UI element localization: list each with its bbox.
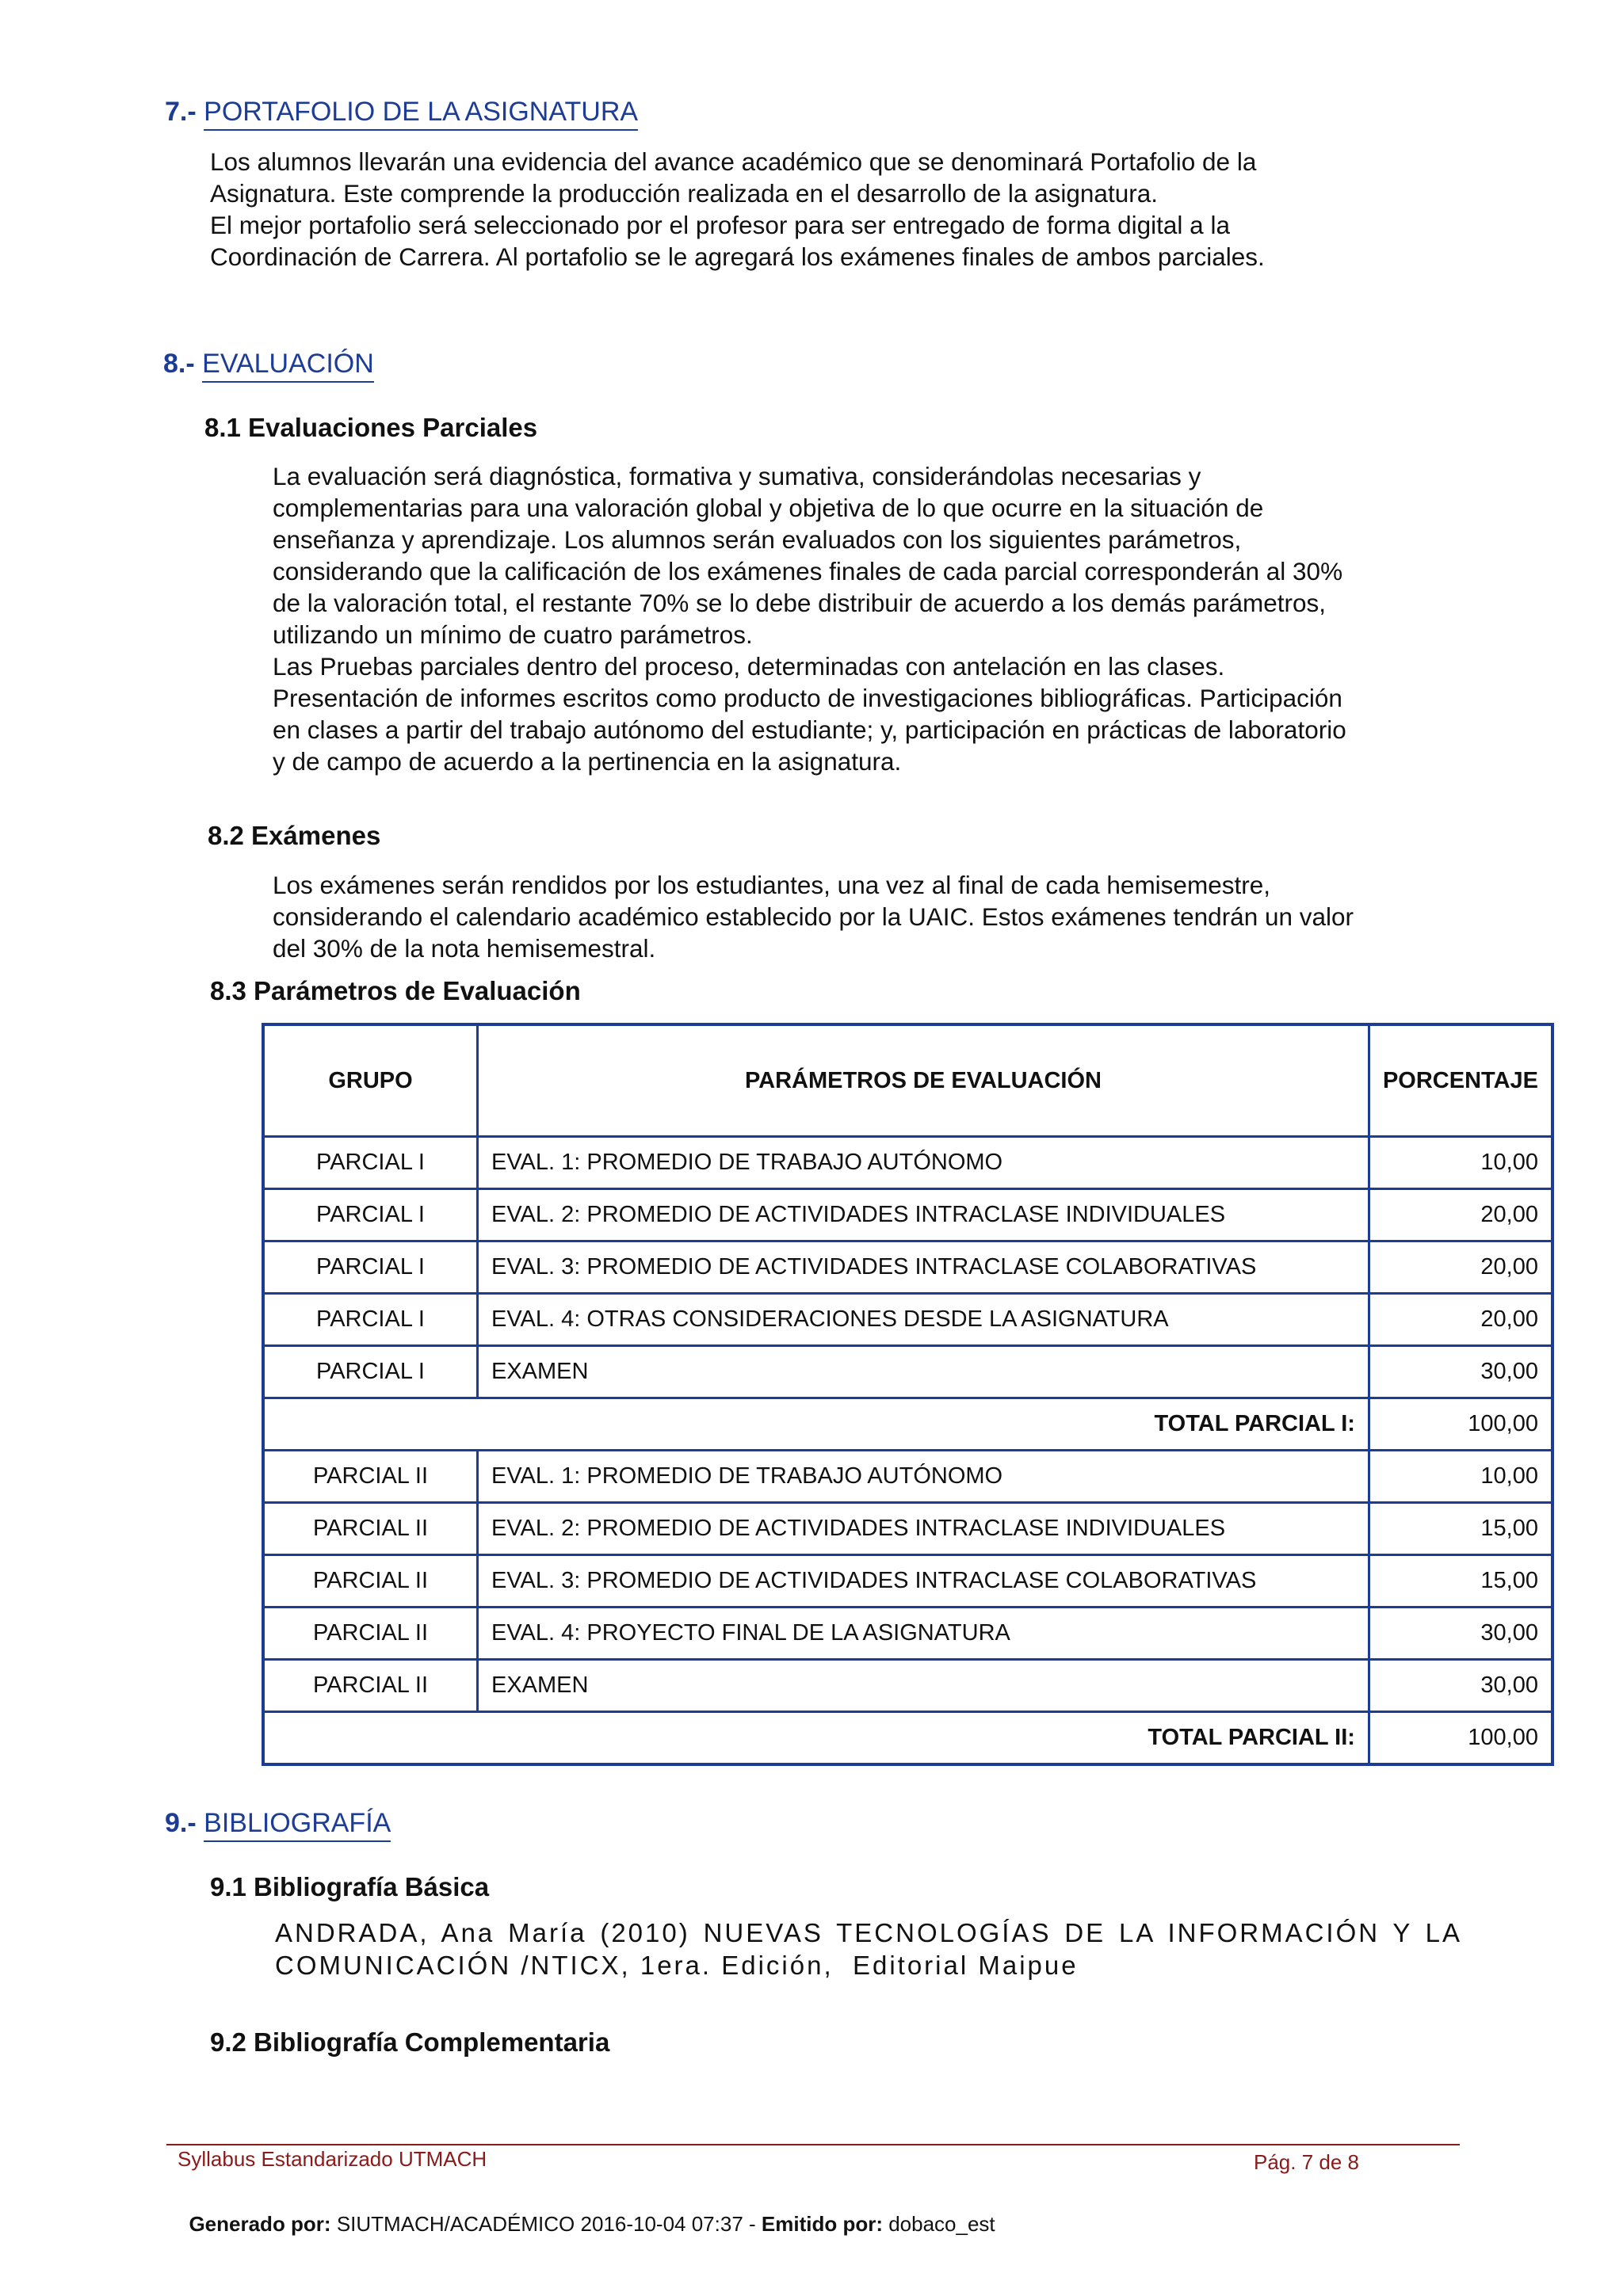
text-line: ANDRADA, Ana María (2010) NUEVAS TECNOLOGÍAS DE LA INFORMACIÓN Y LA (275, 1918, 1462, 1947)
table-row (263, 1608, 1552, 1660)
cell-porcentaje: 10,00 (1369, 1137, 1552, 1189)
cell-parametro: EVAL. 2: PROMEDIO DE ACTIVIDADES INTRACLASE INDIVIDUALES (478, 1189, 1369, 1241)
cell-porcentaje: 20,00 (1369, 1294, 1552, 1346)
text-line: La evaluación será diagnóstica, formativa y sumativa, considerándolas necesarias y (273, 462, 1201, 490)
section-number: 9.- (165, 1808, 197, 1838)
total-parcial-1-label: TOTAL PARCIAL I: (263, 1398, 1369, 1451)
text-line: enseñanza y aprendizaje. Los alumnos serán evaluados con los siguientes parámetros, (273, 525, 1242, 554)
cell-parametro: EVAL. 3: PROMEDIO DE ACTIVIDADES INTRACLASE COLABORATIVAS (478, 1555, 1369, 1608)
section-number: 7.- (165, 97, 197, 127)
cell-porcentaje: 15,00 (1369, 1555, 1552, 1608)
text-line: complementarias para una valoración global y objetiva de lo que ocurre en la situación de (273, 494, 1264, 522)
cell-parametro: EXAMEN (478, 1660, 1369, 1712)
cell-grupo: PARCIAL II (263, 1660, 478, 1712)
section-label: EVALUACIÓN (202, 349, 374, 383)
column-header-porcentaje: PORCENTAJE (1369, 1024, 1552, 1137)
footer-page-number: Pág. 7 de 8 (1254, 2150, 1359, 2174)
total-parcial-2-value: 100,00 (1369, 1712, 1552, 1765)
text-line: El mejor portafolio será seleccionado por el profesor para ser entregado de forma digital a la (210, 211, 1230, 239)
total-parcial-2-label: TOTAL PARCIAL II: (263, 1712, 1369, 1765)
subsection-8-3-title: 8.3 Parámetros de Evaluación (210, 976, 581, 1005)
section-label: BIBLIOGRAFÍA (204, 1808, 391, 1842)
total-parcial-1-value: 100,00 (1369, 1398, 1552, 1451)
cell-grupo: PARCIAL I (263, 1294, 478, 1346)
section-number: 8.- (163, 349, 195, 379)
column-header-grupo: GRUPO (263, 1024, 478, 1137)
generado-value: SIUTMACH/ACADÉMICO 2016-10-04 07:37 - (330, 2212, 762, 2236)
footer-generated-info (178, 2187, 995, 2237)
generado-label: Generado por: (189, 2212, 331, 2236)
cell-grupo: PARCIAL II (263, 1555, 478, 1608)
text-line: considerando el calendario académico establecido por la UAIC. Estos exámenes tendrán un valor (273, 902, 1354, 931)
cell-grupo: PARCIAL I (263, 1346, 478, 1398)
section-8-title (163, 349, 374, 379)
emitido-value: dobaco_est (882, 2212, 995, 2236)
cell-porcentaje: 30,00 (1369, 1660, 1552, 1712)
total-row (263, 1712, 1552, 1765)
text-line: Coordinación de Carrera. Al portafolio se le agregará los exámenes finales de ambos parciales. (210, 242, 1265, 271)
text-line: utilizando un mínimo de cuatro parámetros. (273, 620, 753, 649)
footer-divider (166, 2144, 1460, 2145)
section-7-paragraph (210, 146, 1454, 273)
cell-porcentaje: 15,00 (1369, 1503, 1552, 1555)
cell-parametro: EVAL. 1: PROMEDIO DE TRABAJO AUTÓNOMO (478, 1137, 1369, 1189)
cell-porcentaje: 30,00 (1369, 1346, 1552, 1398)
table-row (263, 1451, 1552, 1503)
table-header-row (263, 1024, 1552, 1137)
section-7-title (165, 97, 638, 128)
subsection-8-2-paragraph (273, 869, 1462, 964)
subsection-8-1-title: 8.1 Evaluaciones Parciales (204, 413, 538, 442)
table-row (263, 1137, 1552, 1189)
table-row (263, 1555, 1552, 1608)
table-row (263, 1503, 1552, 1555)
text-line: COMUNICACIÓN /NTICX, 1era. Edición, Editorial Maipue (275, 1951, 1079, 1980)
text-line: de la valoración total, el restante 70% se lo debe distribuir de acuerdo a los demás parámetros, (273, 589, 1326, 617)
cell-parametro: EVAL. 3: PROMEDIO DE ACTIVIDADES INTRACLASE COLABORATIVAS (478, 1241, 1369, 1294)
text-line: Las Pruebas parciales dentro del proceso, determinadas con antelación en las clases. (273, 652, 1225, 681)
subsection-9-1-title: 9.1 Bibliografía Básica (210, 1872, 490, 1901)
table-row (263, 1241, 1552, 1294)
cell-parametro: EVAL. 4: PROYECTO FINAL DE LA ASIGNATURA (478, 1608, 1369, 1660)
cell-grupo: PARCIAL II (263, 1451, 478, 1503)
footer-syllabus: Syllabus Estandarizado UTMACH (178, 2147, 487, 2171)
cell-porcentaje: 10,00 (1369, 1451, 1552, 1503)
text-line: Los alumnos llevarán una evidencia del avance académico que se denominará Portafolio de la (210, 147, 1257, 176)
cell-grupo: PARCIAL II (263, 1608, 478, 1660)
cell-porcentaje: 20,00 (1369, 1189, 1552, 1241)
subsection-9-2-title: 9.2 Bibliografía Complementaria (210, 2027, 610, 2057)
text-line: Presentación de informes escritos como producto de investigaciones bibliográficas. Participación (273, 684, 1342, 712)
text-line: Los exámenes serán rendidos por los estudiantes, una vez al final de cada hemisemestre, (273, 871, 1270, 899)
section-9-title (165, 1808, 391, 1839)
table-row (263, 1346, 1552, 1398)
cell-grupo: PARCIAL II (263, 1503, 478, 1555)
cell-grupo: PARCIAL I (263, 1189, 478, 1241)
cell-parametro: EVAL. 2: PROMEDIO DE ACTIVIDADES INTRACLASE INDIVIDUALES (478, 1503, 1369, 1555)
table-row (263, 1189, 1552, 1241)
section-label: PORTAFOLIO DE LA ASIGNATURA (204, 97, 638, 131)
text-line: en clases a partir del trabajo autónomo del estudiante; y, participación en prácticas de laboratorio (273, 715, 1346, 744)
text-line: y de campo de acuerdo a la pertinencia en la asignatura. (273, 747, 902, 776)
subsection-8-1-paragraph (273, 460, 1462, 777)
table-row (263, 1660, 1552, 1712)
cell-grupo: PARCIAL I (263, 1137, 478, 1189)
text-line: del 30% de la nota hemisemestral. (273, 934, 656, 963)
text-line: Asignatura. Este comprende la producción realizada en el desarrollo de la asignatura. (210, 179, 1158, 208)
emitido-label: Emitido por: (761, 2212, 883, 2236)
cell-porcentaje: 20,00 (1369, 1241, 1552, 1294)
text-line: considerando que la calificación de los exámenes finales de cada parcial corresponderán al 30% (273, 557, 1343, 585)
bibliography-entry (275, 1917, 1462, 1981)
cell-porcentaje: 30,00 (1369, 1608, 1552, 1660)
evaluation-parameters-table (262, 1023, 1554, 1766)
cell-parametro: EXAMEN (478, 1346, 1369, 1398)
total-row (263, 1398, 1552, 1451)
table-row (263, 1294, 1552, 1346)
subsection-8-2-title: 8.2 Exámenes (208, 821, 381, 850)
cell-parametro: EVAL. 4: OTRAS CONSIDERACIONES DESDE LA ASIGNATURA (478, 1294, 1369, 1346)
cell-parametro: EVAL. 1: PROMEDIO DE TRABAJO AUTÓNOMO (478, 1451, 1369, 1503)
column-header-parametros: PARÁMETROS DE EVALUACIÓN (478, 1024, 1369, 1137)
cell-grupo: PARCIAL I (263, 1241, 478, 1294)
